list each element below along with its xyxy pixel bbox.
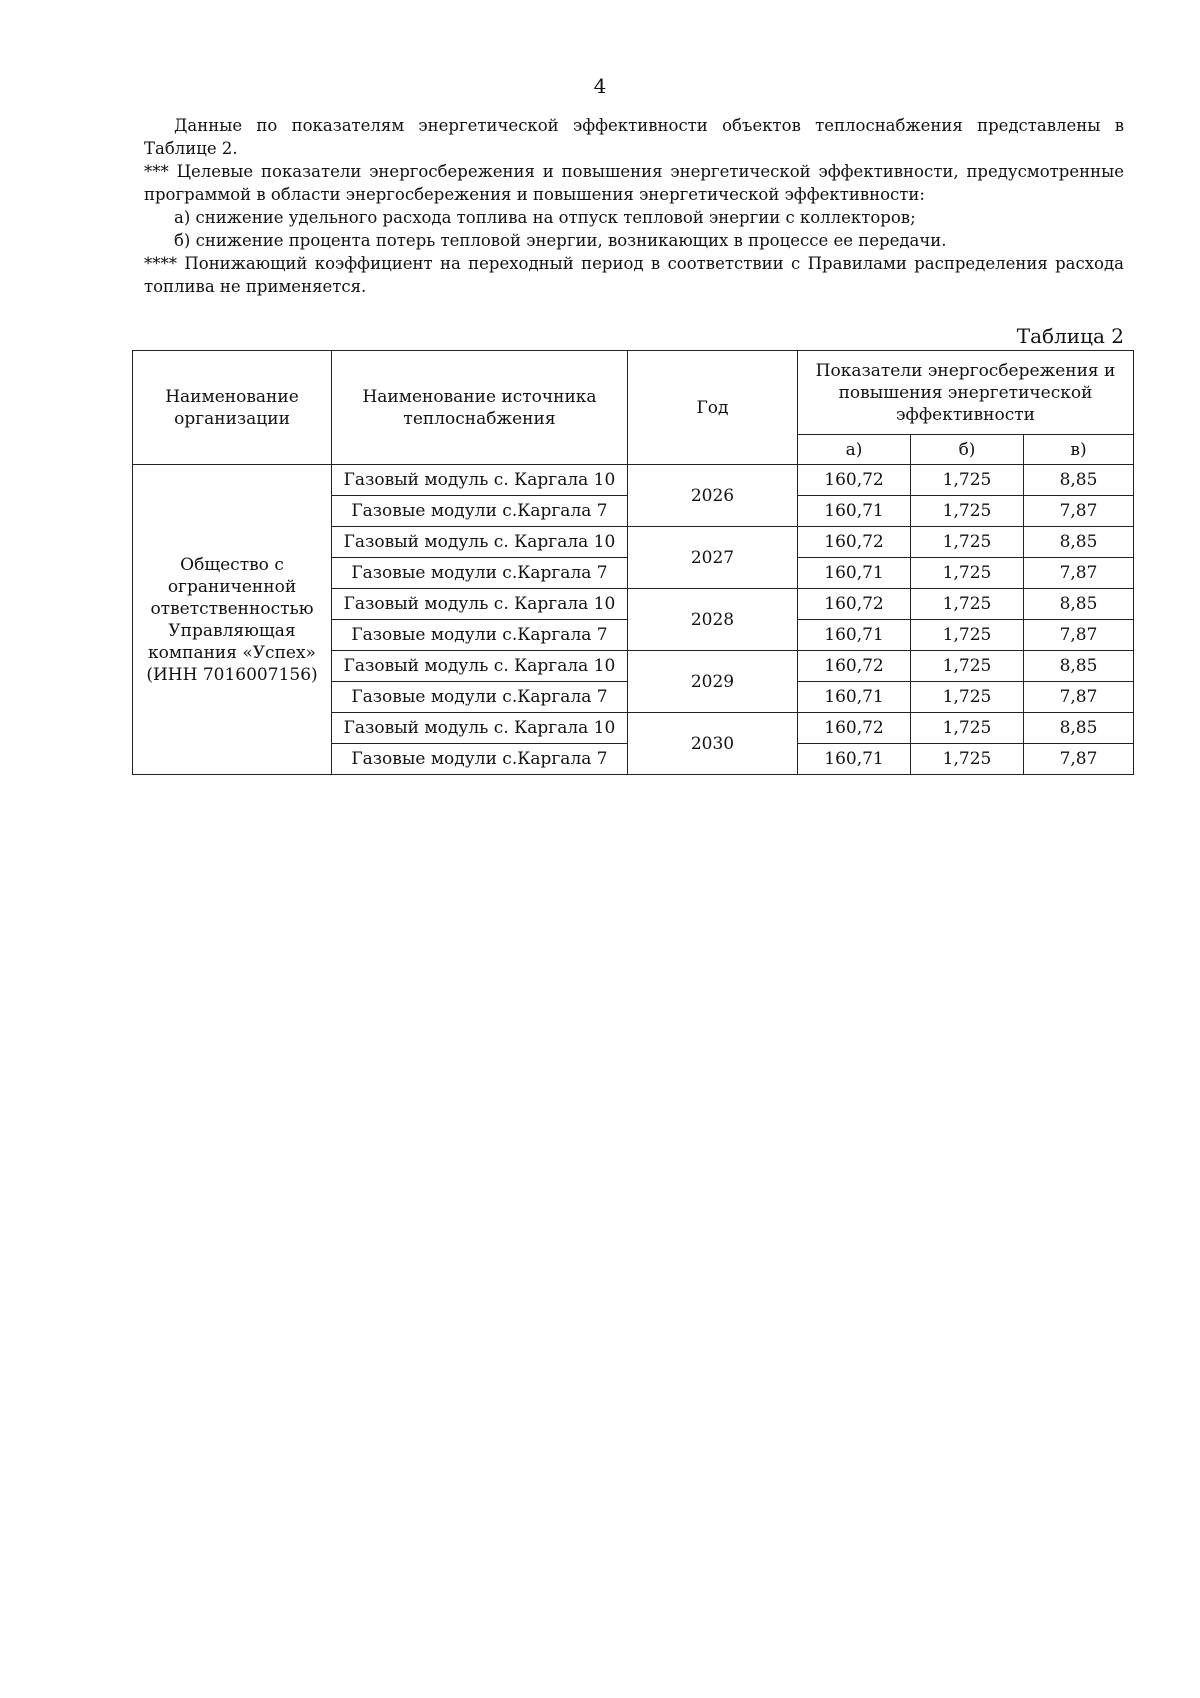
- table-row: [133, 465, 1134, 496]
- indicator-b-cell: 1,725: [911, 744, 1024, 775]
- indicator-a-cell: 160,72: [798, 589, 911, 620]
- source-cell: Газовые модули с.Каргала 7: [332, 744, 628, 775]
- notes-item-b: б) снижение процента потерь тепловой энергии, возникающих в процессе ее передачи.: [174, 231, 947, 250]
- indicator-c-cell: 8,85: [1024, 465, 1134, 496]
- indicator-b-cell: 1,725: [911, 496, 1024, 527]
- source-cell: Газовые модули с.Каргала 7: [332, 496, 628, 527]
- source-cell: Газовый модуль с. Каргала 10: [332, 589, 628, 620]
- year-cell: 2030: [628, 713, 798, 775]
- table-caption: Таблица 2: [1016, 324, 1124, 348]
- header-source: Наименование источника теплоснабжения: [332, 351, 628, 465]
- source-cell: Газовый модуль с. Каргала 10: [332, 465, 628, 496]
- indicator-b-cell: 1,725: [911, 651, 1024, 682]
- indicator-c-cell: 8,85: [1024, 589, 1134, 620]
- notes-paragraph-targets: *** Целевые показатели энергосбережения и повышения энергетической эффективности, предусмотренные программой в области энергосбережения и повышения энергетической эффективности:: [144, 162, 1124, 204]
- header-org: Наименование организации: [133, 351, 332, 465]
- year-cell: 2028: [628, 589, 798, 651]
- indicator-c-cell: 7,87: [1024, 682, 1134, 713]
- header-sub-b: б): [911, 435, 1024, 465]
- notes-paragraph-coefficient: **** Понижающий коэффициент на переходный период в соответствии с Правилами распределения расхода топлива не применяется.: [144, 254, 1124, 296]
- indicator-b-cell: 1,725: [911, 713, 1024, 744]
- indicator-a-cell: 160,71: [798, 682, 911, 713]
- header-row: [133, 351, 1134, 435]
- efficiency-table: [132, 350, 1134, 775]
- header-sub-a: а): [798, 435, 911, 465]
- header-sub-c: в): [1024, 435, 1134, 465]
- indicator-a-cell: 160,71: [798, 496, 911, 527]
- source-cell: Газовые модули с.Каргала 7: [332, 558, 628, 589]
- indicator-b-cell: 1,725: [911, 682, 1024, 713]
- indicator-a-cell: 160,72: [798, 527, 911, 558]
- organization-cell: Общество с ограниченной ответственностью Управляющая компания «Успех» (ИНН 7016007156): [133, 465, 332, 775]
- indicator-a-cell: 160,72: [798, 651, 911, 682]
- notes-block: [144, 114, 1124, 298]
- indicator-a-cell: 160,71: [798, 744, 911, 775]
- source-cell: Газовые модули с.Каргала 7: [332, 682, 628, 713]
- indicator-a-cell: 160,71: [798, 558, 911, 589]
- header-year: Год: [628, 351, 798, 465]
- indicator-a-cell: 160,72: [798, 465, 911, 496]
- indicator-c-cell: 7,87: [1024, 620, 1134, 651]
- source-cell: Газовые модули с.Каргала 7: [332, 620, 628, 651]
- source-cell: Газовый модуль с. Каргала 10: [332, 713, 628, 744]
- indicator-b-cell: 1,725: [911, 620, 1024, 651]
- source-cell: Газовый модуль с. Каргала 10: [332, 527, 628, 558]
- indicator-c-cell: 8,85: [1024, 651, 1134, 682]
- year-cell: 2029: [628, 651, 798, 713]
- indicator-c-cell: 7,87: [1024, 744, 1134, 775]
- header-indicators: Показатели энергосбережения и повышения энергетической эффективности: [798, 351, 1134, 435]
- year-cell: 2026: [628, 465, 798, 527]
- page-number: 4: [593, 74, 607, 98]
- indicator-b-cell: 1,725: [911, 465, 1024, 496]
- notes-item-a: а) снижение удельного расхода топлива на отпуск тепловой энергии с коллекторов;: [174, 208, 916, 227]
- indicator-b-cell: 1,725: [911, 589, 1024, 620]
- indicator-a-cell: 160,72: [798, 713, 911, 744]
- indicator-a-cell: 160,71: [798, 620, 911, 651]
- indicator-b-cell: 1,725: [911, 558, 1024, 589]
- year-cell: 2027: [628, 527, 798, 589]
- indicator-c-cell: 8,85: [1024, 527, 1134, 558]
- indicator-c-cell: 7,87: [1024, 558, 1134, 589]
- indicator-c-cell: 7,87: [1024, 496, 1134, 527]
- notes-paragraph-intro: Данные по показателям энергетической эффективности объектов теплоснабжения представлены в Таблице 2.: [144, 116, 1124, 158]
- source-cell: Газовый модуль с. Каргала 10: [332, 651, 628, 682]
- indicator-c-cell: 8,85: [1024, 713, 1134, 744]
- indicator-b-cell: 1,725: [911, 527, 1024, 558]
